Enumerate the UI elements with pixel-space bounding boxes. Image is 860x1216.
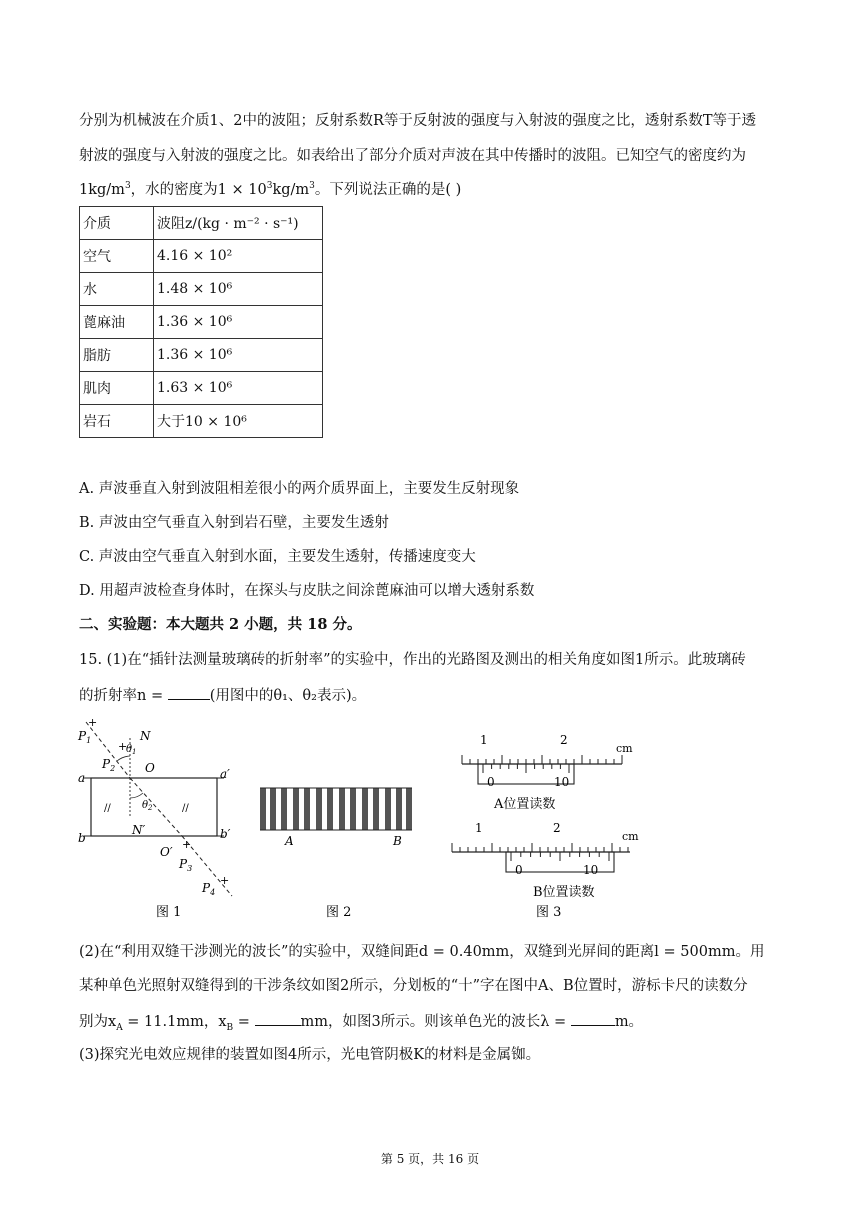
vernier-0-b: 0 [515, 863, 523, 877]
label-a-reading: A位置读数 [494, 797, 556, 812]
hatch-mark: // [182, 803, 189, 814]
main-scale-2-b: 2 [553, 821, 561, 835]
table-cell: 岩石 [80, 405, 154, 438]
dark-fringe [373, 788, 379, 830]
label-b-reading: B位置读数 [533, 885, 595, 900]
pin-p2-marker: + [118, 740, 128, 753]
hatch-mark: // [104, 803, 111, 814]
pin-p3-marker: + [182, 838, 192, 851]
dark-fringe [270, 788, 276, 830]
table-cell: 蓖麻油 [80, 306, 154, 339]
intro-line-3: $1kg/m^3$，水的密度为$1 \times 10^3kg/m^3$。下列说法正确的是( ) [79, 181, 462, 198]
q15-part2-line1: (2)在“利用双缝干涉测光的波长”的实验中，双缝间距d = 0.40mm，双缝到光屏间的距离l = 500mm。用 [79, 944, 765, 960]
dark-fringe [362, 788, 368, 830]
main-scale-2-a: 2 [560, 733, 568, 747]
main-scale-1-a: 1 [480, 733, 488, 747]
label-p3: $P_3$ [179, 857, 193, 873]
q15-part2-line2: 某种单色光照射双缝得到的干涉条纹如图2所示，分划板的“十”字在图中A、B位置时，游标卡尺的读数分 [79, 978, 748, 994]
label-theta1: $\theta_1$ [126, 744, 137, 756]
dark-fringe [396, 788, 402, 830]
label-n-prime: N′ [132, 823, 146, 837]
table-cell: 肌肉 [80, 372, 154, 405]
table-row [80, 306, 323, 339]
answer-blank [571, 1010, 615, 1026]
table-header-cell: 波阻z/(kg · m⁻² · s⁻¹) [154, 207, 323, 240]
table-cell: 水 [80, 273, 154, 306]
vernier-0-a: 0 [487, 775, 495, 789]
label-position-b: B [393, 834, 402, 848]
answer-blank [255, 1010, 301, 1026]
table-row [80, 240, 323, 273]
pin-p4-marker: + [220, 874, 230, 887]
table-row [80, 372, 323, 405]
vernier-10-b: 10 [583, 863, 599, 877]
option-d: D. 用超声波检查身体时，在探头与皮肤之间涂蓖麻油可以增大透射系数 [79, 583, 535, 599]
table-cell: 脂肪 [80, 339, 154, 372]
theta2-arc [130, 793, 143, 798]
pin-p1-marker: + [88, 716, 98, 729]
option-a: A. 声波垂直入射到波阻相差很小的两介质界面上，主要发生反射现象 [79, 481, 520, 497]
dark-fringe [406, 788, 412, 830]
table-cell: 4.16 × 10² [154, 240, 323, 273]
label-o-prime: O′ [160, 845, 173, 859]
dark-fringe [316, 788, 322, 830]
impedance-table [79, 206, 323, 438]
q15-part1-line1: 15. (1)在“插针法测量玻璃砖的折射率”的实验中，作出的光路图及测出的相关角度如图1所示。此玻璃砖 [79, 652, 746, 668]
option-b: B. 声波由空气垂直入射到岩石壁，主要发生透射 [79, 515, 389, 531]
unit-cm-a: cm [616, 742, 633, 755]
vernier-10-a: 10 [554, 775, 570, 789]
dark-fringe [327, 788, 333, 830]
table-cell: 1.36 × 10⁶ [154, 306, 323, 339]
figure-1-caption: 图 1 [156, 905, 182, 920]
option-c: C. 声波由空气垂直入射到水面，主要发生透射，传播速度变大 [79, 549, 476, 565]
figure-1-refraction [77, 716, 232, 920]
label-a-prime: a′ [220, 767, 230, 781]
table-row [80, 339, 323, 372]
page-footer: 第 5 页，共 16 页 [380, 1152, 480, 1166]
label-p2: $P_2$ [102, 757, 116, 773]
figures-group [74, 716, 674, 926]
intro-line-2: 射波的强度与入射波的强度之比。如表给出了部分介质对声波在其中传播时的波阻。已知空气的密度约为 [79, 148, 746, 164]
q15-part2-line3: 别为$x_A = 11.1mm$，$x_B$ = mm，如图3所示。则该单色光的波长λ = m。 [79, 1010, 643, 1032]
table-cell: 1.36 × 10⁶ [154, 339, 323, 372]
unit-cm-b: cm [622, 830, 639, 843]
figure-3-vernier [452, 733, 639, 920]
q15-part1-line2: 的折射率n = (用图中的θ₁、θ₂表示)。 [79, 684, 366, 706]
label-theta2: $\theta_2$ [142, 800, 153, 812]
dark-fringe [293, 788, 299, 830]
section-heading: 二、实验题：本大题共 2 小题，共 18 分。 [79, 616, 362, 633]
intro-line-1: 分别为机械波在介质1、2中的波阻；反射系数R等于反射波的强度与入射波的强度之比，透射系数T等于透 [79, 113, 757, 129]
label-p4: $P_4$ [202, 881, 216, 897]
label-b-prime: b′ [220, 827, 231, 841]
table-cell: 空气 [80, 240, 154, 273]
dark-fringe [385, 788, 391, 830]
dark-fringe [304, 788, 310, 830]
table-row [80, 273, 323, 306]
table-header-cell: 介质 [80, 207, 154, 240]
table-cell: 大于10 × 10⁶ [154, 405, 323, 438]
table-header-row [80, 207, 323, 240]
label-position-a: A [285, 834, 294, 848]
figure-2-caption: 图 2 [326, 905, 352, 920]
dark-fringe [350, 788, 356, 830]
label-n: N [140, 729, 151, 743]
vernier-a [462, 755, 622, 784]
label-o: O [145, 761, 155, 775]
vernier-b [452, 843, 630, 872]
answer-blank [168, 684, 210, 700]
main-scale-1-b: 1 [475, 821, 483, 835]
fringe-pattern [260, 788, 412, 830]
figure-3-caption: 图 3 [536, 905, 562, 920]
figure-2-fringes [260, 788, 412, 920]
dark-fringe [281, 788, 287, 830]
table-cell: 1.63 × 10⁶ [154, 372, 323, 405]
dark-fringe [260, 788, 266, 830]
table-row [80, 405, 323, 438]
label-b: b [78, 831, 86, 845]
label-a: a [78, 771, 86, 785]
theta1-arc [117, 756, 130, 761]
q15-part3: (3)探究光电效应规律的装置如图4所示，光电管阴极K的材料是金属铷。 [79, 1047, 541, 1063]
table-cell: 1.48 × 10⁶ [154, 273, 323, 306]
label-p1: $P_1$ [78, 729, 92, 745]
dark-fringe [339, 788, 345, 830]
